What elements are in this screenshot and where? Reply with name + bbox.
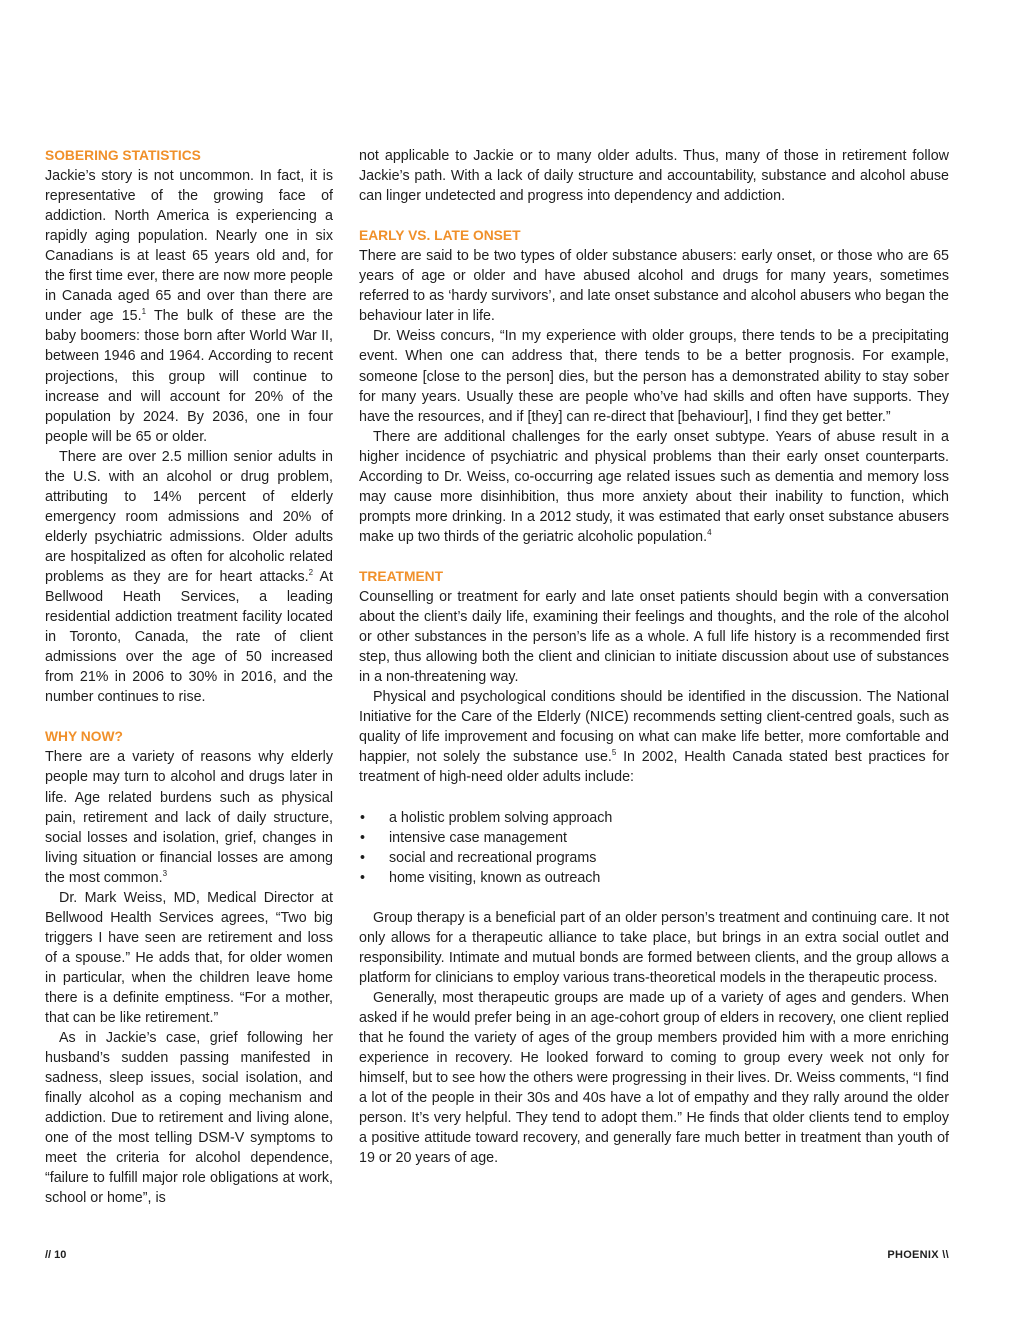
paragraph: There are said to be two types of older substance abusers: early onset, or those who are 65 years of age or older and have abused alcohol and drugs for many years, sometimes referred to as ‘hardy survivors’, and late onset substance and alcohol abusers who began the behaviour later in life.	[359, 248, 949, 325]
list-item: • intensive case management	[359, 828, 949, 848]
section-heading-treatment: TREATMENT	[359, 568, 444, 584]
spacer	[359, 547, 949, 567]
paragraph: As in Jackie’s case, grief following her husband’s sudden passing manifested in sadness, sleep issues, social isolation, and finally alcohol as a coping mechanism and addiction. Due to retirement and living alone, one of the most telling DSM-V symptoms to meet the criteria for alcohol dependence, “failure to fulfill major role obligations at work, school or home”, is	[45, 1030, 333, 1207]
paragraph: Jackie’s story is not uncommon. In fact, it is representative of the growing face of addiction. North America is experiencing a rapidly aging population. Nearly one in six Canadians is at least 65 years old and, for the first time ever, there are now more people in Canada aged 65 and over than there are under age 15.$^1$ The bulk of these are the baby boomers: those born after World War II, between 1946 and 1964. According to recent projections, this group will continue to increase and will account for 20% of the population by 2024. By 2036, one in four people will be 65 or older.	[45, 168, 334, 445]
left-column	[45, 146, 333, 1208]
footnote-marker: 2	[308, 568, 314, 578]
paragraph: There are over 2.5 million senior adults in the U.S. with an alcohol or drug problem, attributing to 14% percent of elderly emergency room admissions and 20% of elderly psychiatric admissions. Older adults are hospitalized as often for alcoholic related problems as they are for heart attacks.$^2$ At Bellwood Heath Services, a leading residential addiction treatment facility located in Toronto, Canada, the rate of client admissions over the age of 50 increased from 21% in 2006 to 30% in 2016, and the number continues to rise.	[45, 448, 333, 706]
paragraph-continuation: not applicable to Jackie or to many older adults. Thus, many of those in retirement follow Jackie’s path. With a lack of daily structure and accountability, substance and alcohol abuse can linger undetected and progress into dependency and addiction.	[359, 148, 949, 205]
paragraph: Generally, most therapeutic groups are made up of a variety of ages and genders. When asked if he would prefer being in an age-cohort group of elders in recovery, one client replied that he found the variety of ages of the group members provided him with a more enriching experience in recovery. He looked forward to coming to group every week not only for himself, but to see how the others were progressing in their lives. Dr. Weiss comments, “I find a lot of the people in their 30s and 40s have a lot of empathy and they rally around the older person. It’s very helpful. They tend to adopt them.” He finds that older clients tend to employ a positive attitude toward recovery, and generally fare much better in treatment than youth of 19 or 20 years of age.	[359, 989, 949, 1167]
paragraph: Counselling or treatment for early and late onset patients should begin with a conversation about the client’s daily life, examining their feelings and thoughts, and the role of the alcohol or other substances in the person’s life as a whole. A full life history is a recommended first step, thus allowing both the client and clinician to initiate discussion about use of substances in a non-threatening way.	[359, 589, 949, 686]
paragraph: There are additional challenges for the early onset subtype. Years of abuse result in a higher incidence of psychiatric and physical problems than their early onset counterparts. According to Dr. Weiss, co-occurring age related issues such as dementia and memory loss may cause more disinhibition, thus more anxiety about their inability to function, which prompts more drinking. In a 2012 study, it was estimated that early onset substance abusers make up two thirds of the geriatric alcoholic population.$^4$	[359, 428, 949, 545]
paragraph: Dr. Weiss concurs, “In my experience with older groups, there tends to be a precipitating event. When one can address that, there tends to be a better prognosis. For example, someone [close to the person] dies, but the person has a demonstrated ability to stay sober for many years. Usually these are people who’ve had skills and often have supports. They have the resources, and if [they] can re-direct that [behaviour], I find they get better.”	[359, 328, 949, 425]
right-column	[359, 146, 949, 1168]
footnote-marker: 4	[707, 528, 712, 538]
list-item: • a holistic problem solving approach	[359, 808, 949, 828]
footnote-marker: 3	[162, 868, 168, 878]
list-item: • home visiting, known as outreach	[359, 868, 949, 888]
best-practices-list	[359, 808, 949, 888]
page-number: // 10	[45, 1249, 67, 1261]
spacer	[359, 888, 949, 908]
section-heading-early-vs-late-onset: EARLY VS. LATE ONSET	[359, 228, 521, 244]
footnote-marker: 5	[611, 748, 617, 758]
paragraph: Physical and psychological conditions should be identified in the discussion. The National Initiative for the Care of the Elderly (NICE) recommends setting client-centred goals, such as quality of life improvement and focusing on what can make life better, more comfortable and happier, not solely the substance use.$^5$ In 2002, Health Canada stated best practices for treatment of high-need older adults include:	[359, 689, 949, 786]
section-heading-sobering-statistics: SOBERING STATISTICS	[45, 148, 201, 163]
paragraph: There are a variety of reasons why elderly people may turn to alcohol and drugs later in life. Age related burdens such as physical pain, retirement and lack of daily structure, social losses and isolation, grief, changes in living situation or financial losses are among the most common.$^3$	[45, 749, 333, 886]
spacer	[359, 788, 949, 808]
list-item: • social and recreational programs	[359, 848, 949, 868]
section-heading-why-now: WHY NOW?	[45, 729, 123, 745]
spacer	[45, 707, 333, 727]
footnote-marker: 1	[141, 307, 147, 317]
spacer	[359, 206, 949, 226]
paragraph: Dr. Mark Weiss, MD, Medical Director at Bellwood Health Services agrees, “Two big triggers I have seen are retirement and loss of a spouse.” He adds that, for older women in particular, when the children leave home there is a definite emptiness. “For a mother, that can be like retirement.”	[45, 889, 333, 1027]
publication-name: PHOENIX \\	[887, 1249, 949, 1261]
paragraph: Group therapy is a beneficial part of an older person’s treatment and continuing care. It not only allows for a therapeutic alliance to take place, but brings in an extra social outlet and responsibility. Intimate and mutual bonds are formed between clients, and the group allows a platform for clinicians to employ various trans-theoretical models in the therapeutic process.	[359, 909, 949, 986]
